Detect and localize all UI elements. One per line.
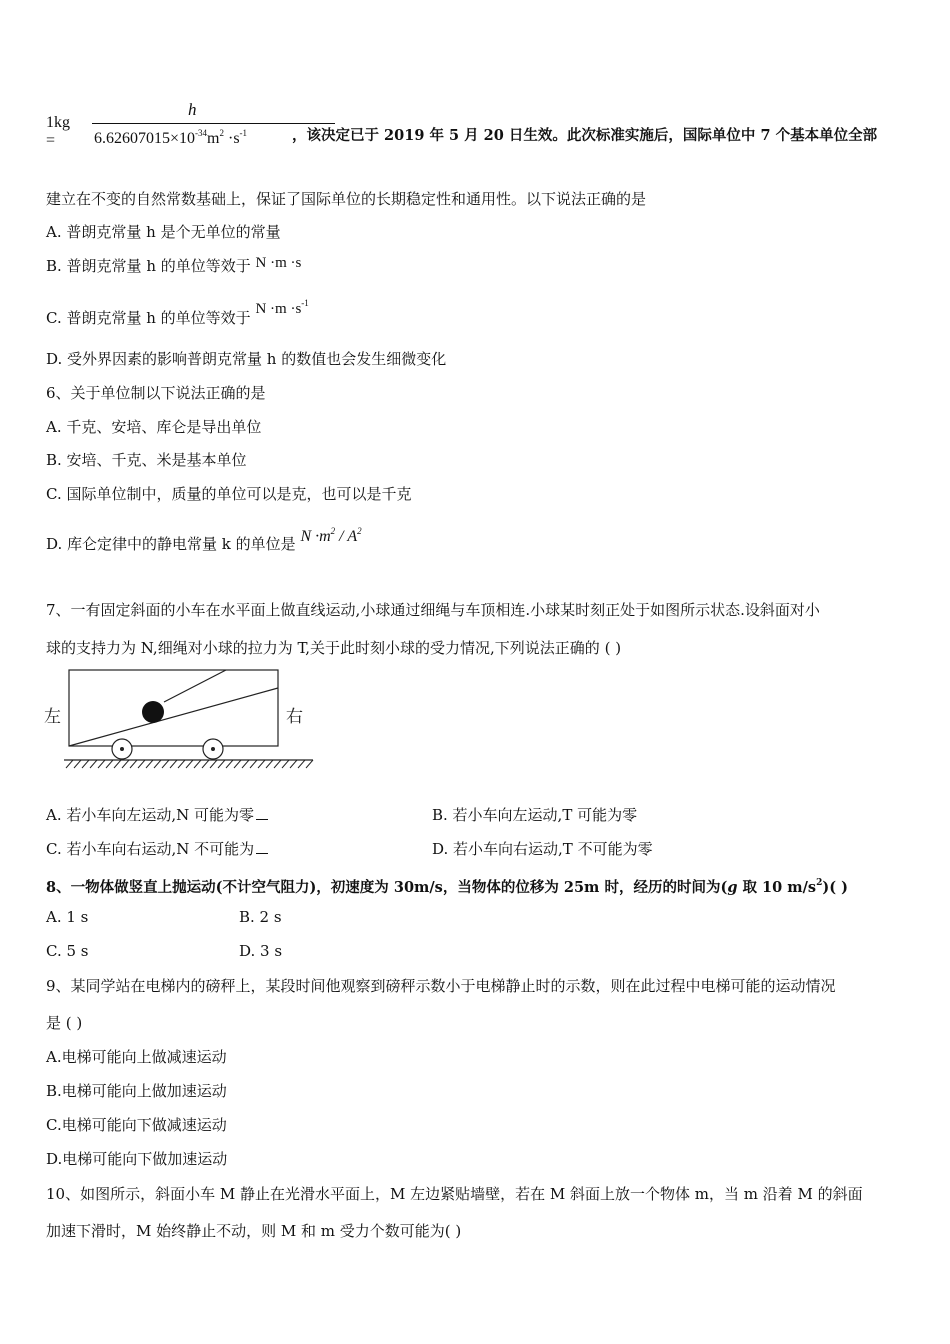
hatch-mark [282,760,289,768]
cart-incline-diagram [40,668,330,772]
q6-option-d: D. 库仑定律中的静电常量 k 的单位是 $N \cdot m^2 / A^2$ [46,526,362,553]
hatch-mark [130,760,137,768]
hatch-mark [306,760,313,768]
hatch-mark [266,760,273,768]
hatch-mark [74,760,81,768]
q6-option-c: C. 国际单位制中，质量的单位可以是克，也可以是千克 [46,485,412,503]
hatch-mark [186,760,193,768]
q10-line2: 加速下滑时，M 始终静止不动，则 M 和 m 受力个数可能为( ) [46,1222,462,1240]
q7-line2: 球的支持力为 N,细绳对小球的拉力为 T,关于此时刻小球的受力情况,下列说法正确的 ( ) [46,639,622,657]
q9-option-a: A.电梯可能向上做减速运动 [46,1048,227,1066]
hatch-mark [234,760,241,768]
q5-option-c-unit: $N \cdot m \cdot s^{-1}$ [255,298,309,317]
hatch-mark [298,760,305,768]
q7-option-d: D. 若小车向右运动,T 不可能为零 [432,840,653,858]
hatch-mark [178,760,185,768]
hatch-mark [194,760,201,768]
hatch-mark [202,760,209,768]
q8-option-d: D. 3 s [239,942,283,960]
label-left: 左 [44,707,61,727]
hatch-mark [82,760,89,768]
cart-body [69,670,278,746]
q5-line2: 建立在不变的自然常数基础上，保证了国际单位的长期稳定性和通用性。以下说法正确的是 [46,190,647,208]
fraction-bar [92,123,335,124]
q7-line1: 7、一有固定斜面的小车在水平面上做直线运动,小球通过细绳与车顶相连.小球某时刻正处于如图所示状态.设斜面对小 [46,601,820,619]
q9-option-b: B.电梯可能向上做加速运动 [46,1082,227,1100]
q6-stem: 6、关于单位制以下说法正确的是 [46,384,266,402]
q8-option-a: A. 1 s [46,908,89,926]
q5-option-b-unit: N ·m ·s [255,255,302,271]
hatch-mark [146,760,153,768]
q9-line2: 是 ( ) [46,1014,83,1032]
hatch-mark [274,760,281,768]
q7-option-c: C. 若小车向右运动,N 不可能为 [46,839,268,859]
hatch-mark [106,760,113,768]
hatch-mark [114,760,121,768]
q8-option-b: B. 2 s [239,908,282,926]
q7-option-b: B. 若小车向左运动,T 可能为零 [432,806,638,824]
hatch-mark [98,760,105,768]
label-right: 右 [286,707,303,727]
hatch-mark [226,760,233,768]
hatch-mark [154,760,161,768]
q5-option-a: A. 普朗克常量 h 是个无单位的常量 [46,223,281,241]
hatch-mark [90,760,97,768]
formula-denominator: $6.62607015\times 10^{-34}m^2 \cdot s^{-1}$ [94,128,248,147]
hatch-mark [122,760,129,768]
ball [142,701,164,723]
q8-option-c: C. 5 s [46,942,89,960]
hatch-mark [218,760,225,768]
hatch-mark [162,760,169,768]
hatch-mark [138,760,145,768]
hatch-mark [258,760,265,768]
string [164,670,226,702]
hatch-mark [66,760,73,768]
formula-numerator: h [188,100,197,119]
ground-hatching [66,760,313,768]
hatch-mark [290,760,297,768]
q5-option-d: D. 受外界因素的影响普朗克常量 h 的数值也会发生细微变化 [46,350,447,368]
q6-option-b: B. 安培、千克、米是基本单位 [46,451,247,469]
q9-option-d: D.电梯可能向下做加速运动 [46,1150,228,1168]
q5-option-c: C. 普朗克常量 h 的单位等效于 $N \cdot m \cdot s^{-1}$ [46,298,309,327]
q6-option-d-unit: $N \cdot m^2 / A^2$ [300,526,362,545]
q8-stem: 8、一物体做竖直上抛运动(不计空气阻力)，初速度为 30m/s，当物体的位移为 25m 时，经历的时间为(g 取 10 $m/s^2$)( ) [46,878,848,896]
q5-line1: ，该决定已于 2019 年 5 月 20 日生效。此次标准实施后，国际单位中 7 个基本单位全部 [292,127,878,144]
q5-option-b: B. 普朗克常量 h 的单位等效于 N ·m ·s [46,255,302,275]
q9-line1: 9、某同学站在电梯内的磅秤上，某段时间他观察到磅秤示数小于电梯静止时的示数，则在此过程中电梯可能的运动情况 [46,977,836,995]
hatch-mark [210,760,217,768]
q9-option-c: C.电梯可能向下做减速运动 [46,1116,227,1134]
q6-option-a: A. 千克、安培、库仑是导出单位 [46,418,262,436]
q10-line1: 10、如图所示，斜面小车 M 静止在光滑水平面上，M 左边紧贴墙壁，若在 M 斜面上放一个物体 m，当 m 沿着 M 的斜面 [46,1185,863,1203]
hatch-mark [242,760,249,768]
hatch-mark [170,760,177,768]
formula-lhs: 1kg = [46,114,70,149]
hatch-mark [250,760,257,768]
q7-option-a: A. 若小车向左运动,N 可能为零 [46,805,268,825]
